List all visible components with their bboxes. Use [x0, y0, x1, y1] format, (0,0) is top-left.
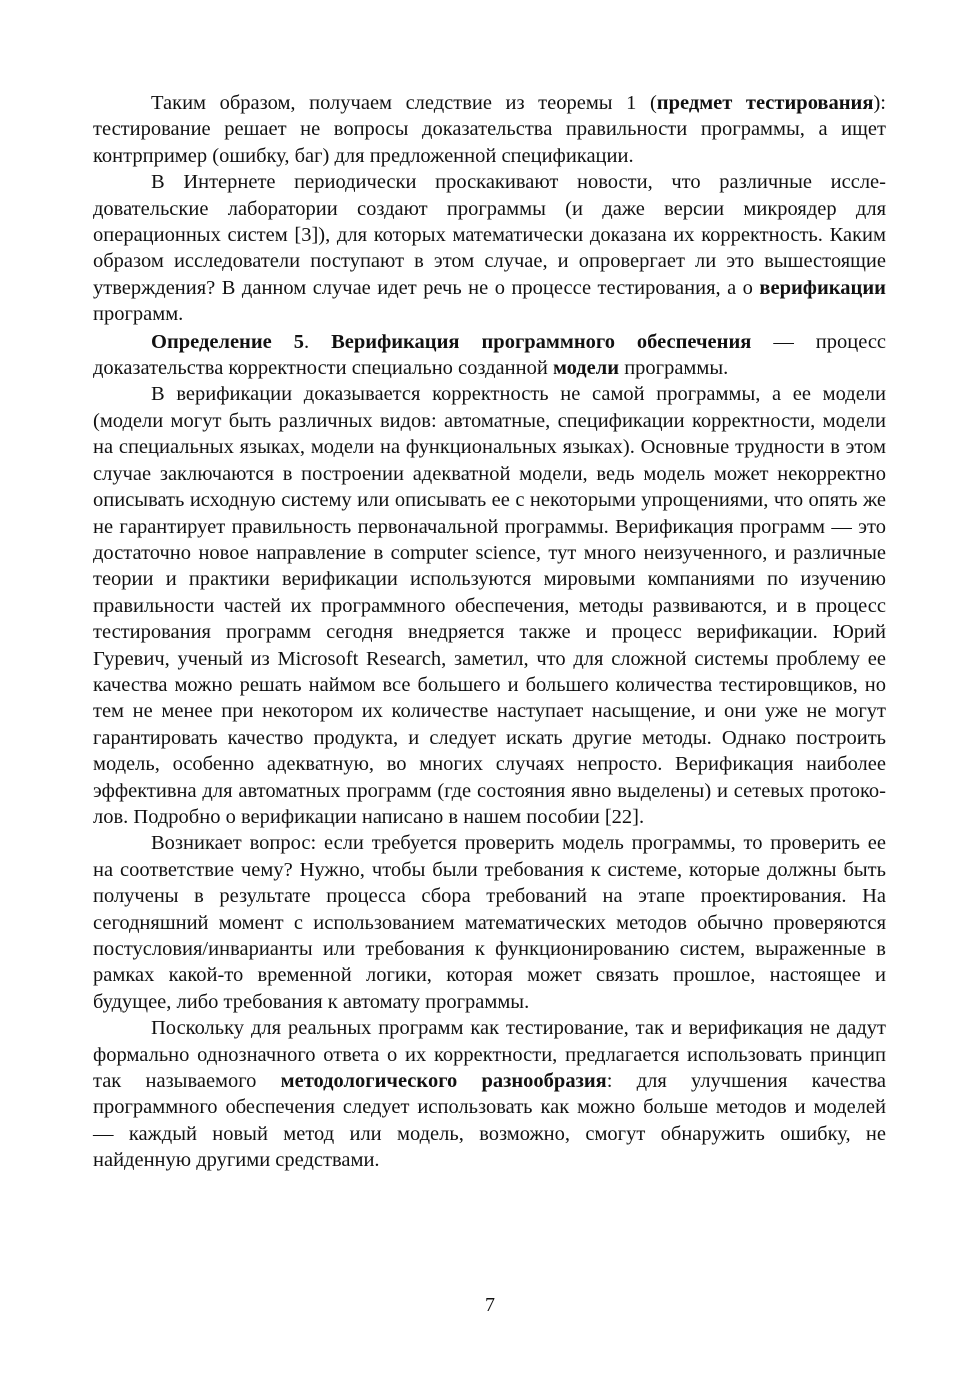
paragraph-1: [93, 90, 886, 169]
paragraph-2-text-2: программ.: [93, 303, 184, 326]
paragraph-6-text-2: : для улучшения качества программного обеспечения следует использовать как можно больше методов и моделей — каждый новый метод или модель, возможно, смогут обнаружить ошибку, не найденную другими средствами.: [93, 1070, 887, 1172]
paragraph-2: [93, 169, 886, 327]
paragraph-1-text-1: Таким образом, получаем следствие из теоремы 1 (: [151, 92, 657, 114]
paragraph-6: [93, 1015, 886, 1173]
page-body: [93, 90, 886, 1174]
definition-text-1: — процесс доказательства корректности специально созданной: [93, 330, 887, 380]
term-testing-subject: предмет тестирования: [656, 92, 874, 114]
paragraph-2-text-1: В Интернете периодически проскакивают новости, что различные исследовательские лаборатории создают программы (и даже версии микроядер для операционных систем [3]), для которых математически доказана их корректность. Каким образом исследователи поступают в этом случае, и опровергает ли это вышестоящие утверждения? В данном случае идет речь не о процессе тестирования, а о: [93, 171, 886, 299]
paragraph-4-text: В верификации доказывается корректность не самой программы, а ее модели (модели могут быть различных видов: автоматные, спецификации корректности, модели на специальных языках, модели на функциональных языках). Основные трудности в этом случае заключаются в построении адекватной модели, ведь модель может некорректно описывать исходную систему или описывать ее с некоторыми упрощениями, что опять же не гарантирует правильность первоначальной программы. Верификация программ — это достаточно новое направление в computer science, тут много неизученного, и различные теории и практики верификации используются мировыми компаниями по изучению правильности частей их программного обеспечения, методы развиваются, и в процесс тестирования программ сегодня внедряется также и процесс верификации. Юрий Гуревич, ученый из Microsoft Research, заметил, что для сложной системы проблему ее качества можно решать наймом все большего и большего количества тестировщиков, но тем не менее при некотором их количестве наступает насыщение, и они уже не могут гарантировать качество продукта, и следует искать другие методы. Однако построить модель, особенно адекватную, во многих случаях непросто. Верификация наиболее эффективна для автоматных программ (где состояния явно выделены) и сетевых протоколов. Подробно о верификации написано в нашем пособии [22].: [93, 383, 886, 828]
definition-text-2: программы.: [619, 357, 729, 380]
paragraph-1-text-2: ): тестирование решает не вопросы доказательства правильности программы, а ищет контрпример (ошибку, баг) для предложенной спецификации.: [93, 92, 886, 167]
term-software-verification: Верификация программного обеспечения: [331, 330, 752, 353]
term-verification: верификации: [759, 276, 886, 299]
paragraph-5-text: Возникает вопрос: если требуется проверить модель программы, то проверить ее на соответствие чему? Нужно, чтобы были требования к системе, которые должны быть получены в результате процесса сбора требований на этапе проектирования. На сегодняшний момент с использованием математических методов обычно проверяются постусловия/инварианты или требования к функционированию систем, выраженные в рамках какой-то временной логики, которая может связать прошлое, настоящее и будущее, либо требования к автомату программы.: [93, 832, 886, 1013]
term-model: модели: [552, 357, 620, 380]
definition-5: [93, 329, 886, 382]
paragraph-5: [93, 830, 886, 1015]
term-methodological-diversity: методологического разнообразия: [280, 1070, 607, 1093]
definition-label: Определение 5: [151, 330, 304, 353]
paragraph-4: [93, 381, 886, 830]
page-number: 7: [485, 1294, 495, 1316]
definition-separator: .: [303, 330, 332, 353]
paragraph-6-text-1: Поскольку для реальных программ как тестирование, так и верификация не дадут формально однозначного ответа о их корректности, предлагается использовать принцип так называемого: [93, 1017, 886, 1093]
